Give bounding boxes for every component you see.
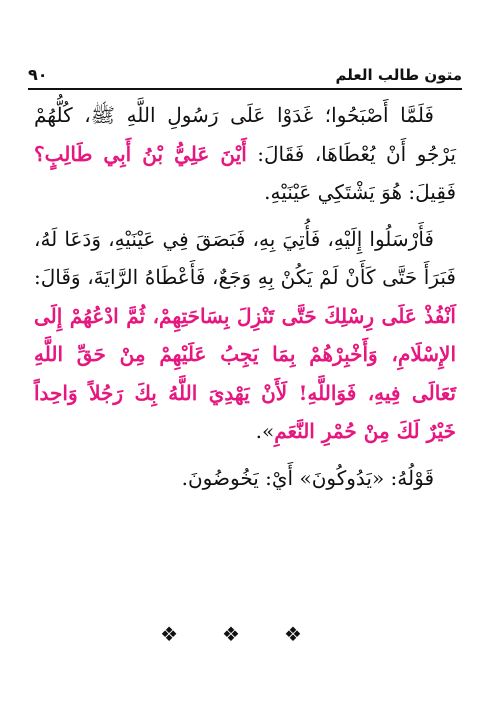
highlighted-text: اَنْفُذْ عَلَى رِسْلِكَ حَتَّى تَنْزِلَ بِسَاحَتِهِمْ، ثُمَّ ادْعُهُمْ إِلَى الإِسْلَامِ، وَأَخْبِرْهُمْ بِمَا يَجِبُ عَلَيْهِمْ مِنْ حَقِّ اللَّهِ تَعَالَى فِيهِ، فَوَاللَّهِ! لَأَنْ يَهْدِيَ اللَّهُ بِكَ رَجُلاً وَاحِداً خَيْرٌ لَكَ مِنْ حُمْرِ النَّعَمِ: [34, 303, 456, 443]
book-title: متون طالب العلم: [335, 66, 462, 84]
main-text: [34, 96, 456, 497]
paragraph-gap: [34, 212, 456, 220]
highlighted-text: أَيْنَ عَلِيُّ بْنُ أَبِي طَالِبٍ؟: [34, 141, 247, 166]
page-number: ٩٠: [28, 65, 48, 84]
body-text-segment: فَأَرْسَلُوا إِلَيْهِ، فَأُتِيَ بِهِ، فَبَصَقَ فِي عَيْنَيْهِ، وَدَعَا لَهُ، فَبَرَأَ حَتَّى كَأَنْ لَمْ يَكُنْ بِهِ وَجَعٌ، فَأَعْطَاهُ الرَّايَةَ، وَقَالَ:: [34, 226, 456, 289]
paragraph: [34, 459, 456, 498]
body-text-segment: فَلَمَّا أَصْبَحُوا؛ غَدَوْا عَلَى رَسُولِ اللَّهِ ﷺ، كُلُّهُمْ يَرْجُو أَنْ يُعْطَاهَا، فَقَالَ:: [34, 103, 456, 166]
paragraph: [34, 96, 456, 212]
end-ornaments: [0, 622, 490, 646]
page-header: [28, 58, 462, 90]
paragraph: [34, 220, 456, 451]
diamond-ornament-icon: ❖: [222, 622, 268, 646]
diamond-ornament-icon: ❖: [160, 622, 207, 646]
body-text-segment: فَقِيلَ: هُوَ يَشْتَكِي عَيْنَيْهِ.: [264, 180, 456, 204]
body-text-segment: قَوْلُهُ: «يَدُوكُونَ» أَيْ: يَخُوضُونَ.: [181, 465, 434, 490]
diamond-ornament-icon: ❖: [283, 622, 330, 646]
body-text-segment: ».: [255, 419, 275, 443]
paragraph-gap: [34, 451, 456, 459]
